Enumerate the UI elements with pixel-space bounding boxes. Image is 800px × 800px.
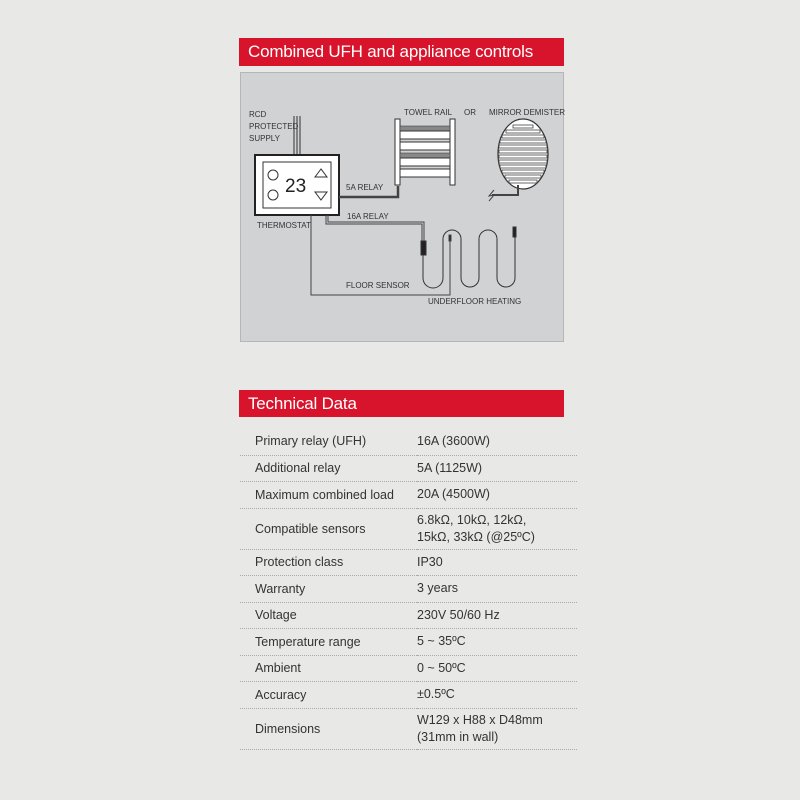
spec-value: 3 years xyxy=(417,575,577,602)
supply-label-line3: SUPPLY xyxy=(249,134,280,143)
table-row xyxy=(240,428,577,455)
diagram-section-title: Combined UFH and appliance controls xyxy=(239,38,564,66)
towel-rail-icon xyxy=(395,119,455,185)
spec-value: 16A (3600W) xyxy=(417,428,577,455)
spec-label: Voltage xyxy=(240,602,417,628)
spec-value: 20A (4500W) xyxy=(417,481,577,508)
spec-label: Compatible sensors xyxy=(240,508,417,549)
spec-label: Ambient xyxy=(240,655,417,681)
table-row xyxy=(240,508,577,549)
spec-value: 230V 50/60 Hz xyxy=(417,602,577,628)
thermostat-display: 23 xyxy=(285,176,307,197)
supply-label-line2: PROTECTED xyxy=(249,122,299,131)
table-row xyxy=(240,481,577,508)
spec-value: 5A (1125W) xyxy=(417,455,577,481)
thermostat-label: THERMOSTAT xyxy=(257,221,311,230)
spec-label: Additional relay xyxy=(240,455,417,481)
spec-label: Maximum combined load xyxy=(240,481,417,508)
ufh-label: UNDERFLOOR HEATING xyxy=(428,297,522,306)
heating-cable-icon xyxy=(421,227,516,288)
table-row xyxy=(240,628,577,655)
spec-label: Temperature range xyxy=(240,628,417,655)
or-label: OR xyxy=(464,108,476,117)
spec-value: IP30 xyxy=(417,549,577,575)
spec-value-line: W129 x H88 x D48mm xyxy=(417,712,543,727)
table-row xyxy=(240,708,577,749)
technical-data-title: Technical Data xyxy=(239,390,564,417)
spec-value: ±0.5ºC xyxy=(417,681,577,708)
table-row xyxy=(240,455,577,481)
spec-value: 5 ~ 35ºC xyxy=(417,628,577,655)
spec-label: Primary relay (UFH) xyxy=(240,428,417,455)
spec-label: Dimensions xyxy=(240,708,417,749)
mirror-demister-label: MIRROR DEMISTER xyxy=(489,108,565,117)
table-row xyxy=(240,575,577,602)
mirror-demister-icon xyxy=(489,119,548,201)
floor-sensor-label: FLOOR SENSOR xyxy=(346,281,410,290)
spec-label: Protection class xyxy=(240,549,417,575)
spec-value xyxy=(417,508,577,549)
spec-value xyxy=(417,708,577,749)
spec-value: 0 ~ 50ºC xyxy=(417,655,577,681)
table-row xyxy=(240,655,577,681)
table-row xyxy=(240,549,577,575)
spec-value-line: (31mm in wall) xyxy=(417,729,499,744)
technical-data-table xyxy=(240,428,577,750)
spec-value-line: 6.8kΩ, 10kΩ, 12kΩ, xyxy=(417,512,527,527)
spec-label: Accuracy xyxy=(240,681,417,708)
table-row xyxy=(240,681,577,708)
supply-label-line1: RCD xyxy=(249,110,267,119)
relay-16a-label: 16A RELAY xyxy=(347,212,389,221)
spec-value-line: 15kΩ, 33kΩ (@25ºC) xyxy=(417,529,535,544)
relay-5a-label: 5A RELAY xyxy=(346,183,384,192)
wiring-diagram xyxy=(240,72,564,342)
thermostat-icon xyxy=(255,155,339,215)
towel-rail-label: TOWEL RAIL xyxy=(404,108,453,117)
table-row xyxy=(240,602,577,628)
spec-label: Warranty xyxy=(240,575,417,602)
